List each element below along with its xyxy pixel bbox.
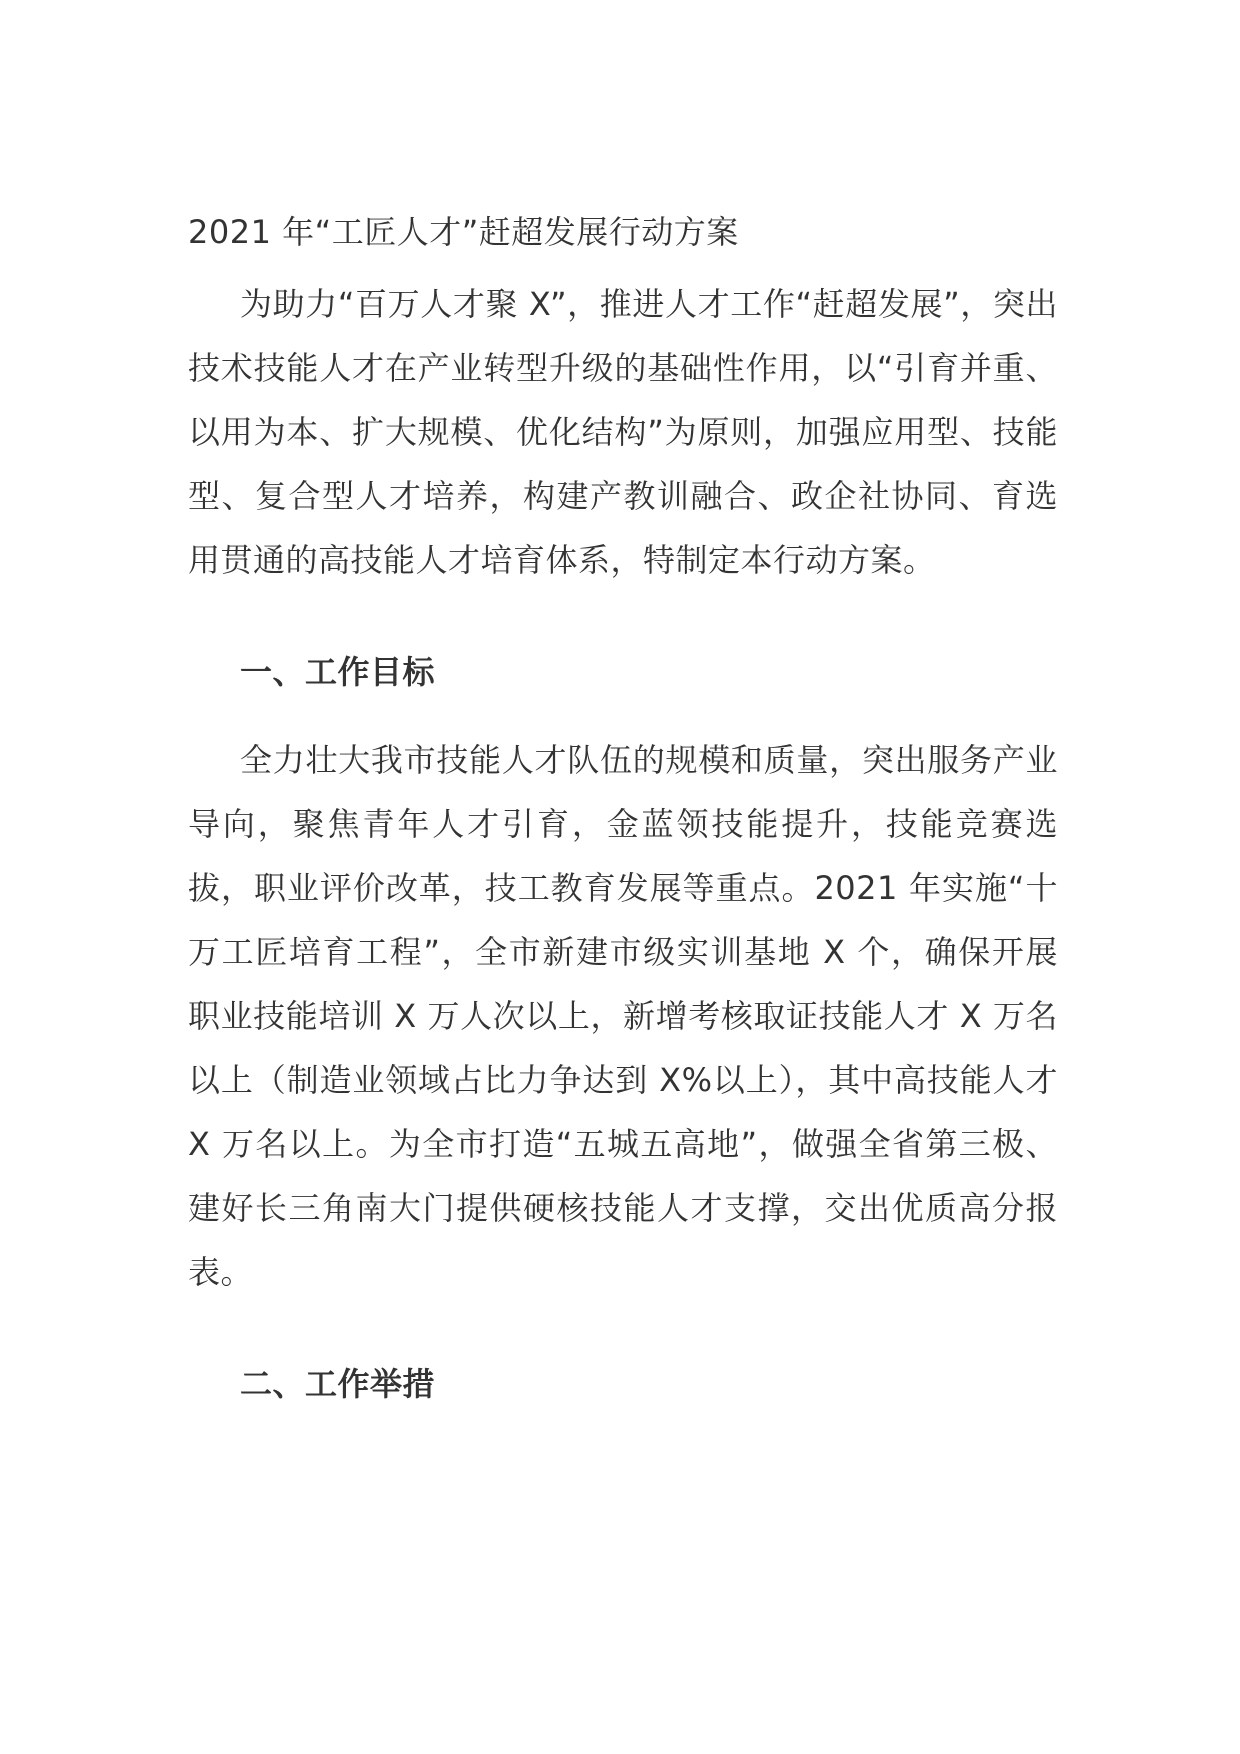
spacer — [188, 592, 1058, 616]
document-page — [188, 200, 1058, 1440]
section-heading-measures: 二、工作举措 — [240, 1365, 436, 1403]
goals-paragraph: 全力壮大我市技能人才队伍的规模和质量，突出服务产业导向，聚焦青年人才引育，金蓝领技能提升，技能竞赛选拔，职业评价改革，技工教育发展等重点。2021 年实施“十万工匠培育工程”，全市新建市级实训基地 X 个，确保开展职业技能培训 X 万人次以上，新增考核取证技能人才 X 万名以上（制造业领域占比力争达到 X%以上），其中高技能人才 X 万名以上。为全市打造“五城五高地”，做强全省第三极、建好长三角南大门提供硬核技能人才支撑，交出优质高分报表。 — [188, 741, 1058, 1291]
intro-paragraph: 为助力“百万人才聚 X”，推进人才工作“赶超发展”，突出技术技能人才在产业转型升级的基础性作用，以“引育并重、以用为本、扩大规模、优化结构”为原则，加强应用型、技能型、复合型人才培养，构建产教训融合、政企社协同、育选用贯通的高技能人才培育体系，特制定本行动方案。 — [188, 285, 1058, 579]
document-title: 2021 年“工匠人才”赶超发展行动方案 — [188, 213, 739, 251]
spacer — [188, 1304, 1058, 1328]
section-heading-goals: 一、工作目标 — [240, 653, 436, 691]
